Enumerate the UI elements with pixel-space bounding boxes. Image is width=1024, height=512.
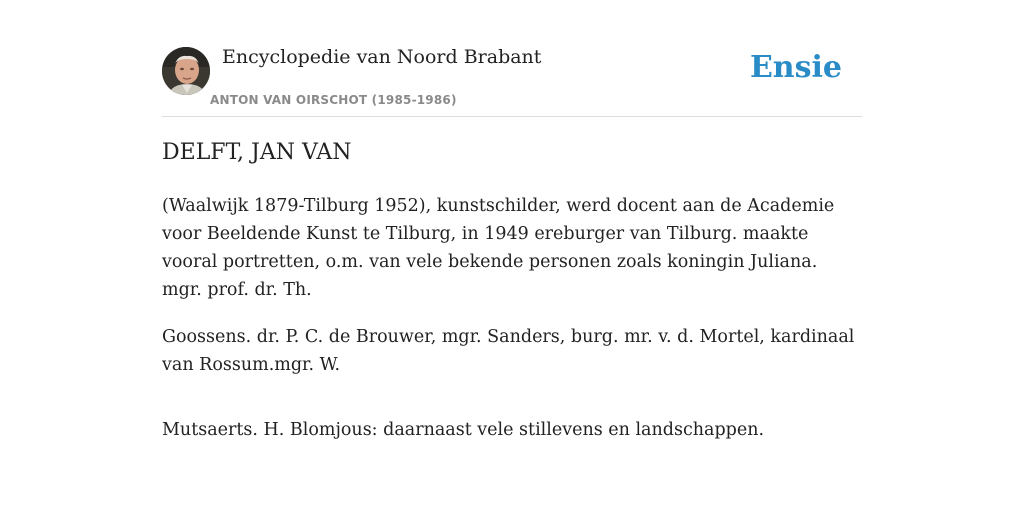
header [162,44,862,117]
entry-paragraph: Goossens. dr. P. C. de Brouwer, mgr. Sanders, burg. mr. v. d. Mortel, kardinaal van Rossum.mgr. W. [162,327,855,375]
author-avatar[interactable] [162,47,210,95]
brand-logo-link[interactable]: Ensie [749,50,842,85]
source-title[interactable]: Encyclopedie van Noord Brabant [222,46,542,68]
entry-title: DELFT, JAN VAN [162,140,352,165]
author-name[interactable]: ANTON VAN OIRSCHOT (1985-1986) [210,93,457,107]
entry-paragraph: (Waalwijk 1879-Tilburg 1952), kunstschilder, werd docent aan de Academie voor Beeldende Kunst te Tilburg, in 1949 ereburger van Tilburg. maakte vooral portretten, o.m. van vele bekende personen zoals koningin Juliana. mgr. prof. dr. Th. [162,196,835,300]
entry-paragraph: Mutsaerts. H. Blomjous: daarnaast vele stillevens en landschappen. [162,420,765,440]
entry-body [162,192,862,463]
avatar-portrait-icon [162,47,210,95]
